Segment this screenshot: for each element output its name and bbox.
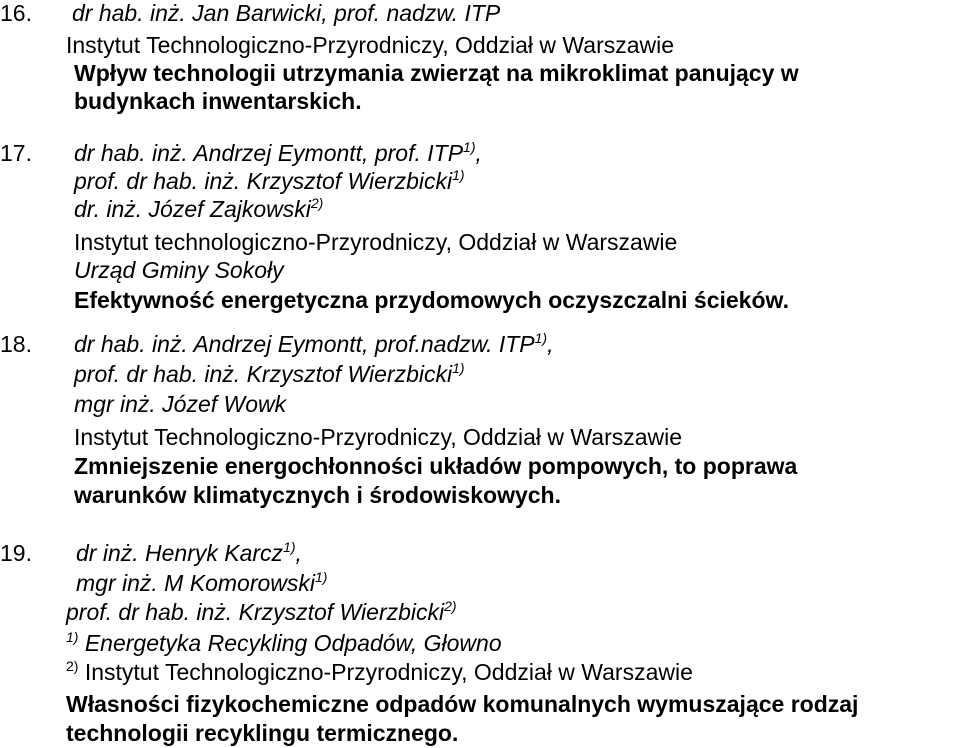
entry-17-affiliation-1: Instytut technologiczno-Przyrodniczy, Oddział w Warszawie (74, 229, 678, 255)
entry-19-author-3: prof. dr hab. inż. Krzysztof Wierzbicki$^{2)}$ (66, 598, 457, 625)
entry-19-title-line-1: Własności fizykochemiczne odpadów komunalnych wymuszające rodzaj (66, 691, 859, 717)
entry-17-author-3: dr. inż. Józef Zajkowski$^{2)}$ (74, 195, 324, 222)
entry-19-affiliation-1: $^{1)}$ Energetyka Recykling Odpadów, Głowno (66, 629, 502, 656)
entry-18-author-3: mgr inż. Józef Wowk (74, 391, 287, 417)
entry-18-author-1: dr hab. inż. Andrzej Eymontt, prof.nadzw. ITP$^{1)}$, (74, 330, 554, 357)
entry-19-number: 19. (0, 540, 32, 566)
entry-19-author-3-sup: 2) (444, 598, 457, 614)
entry-18-affiliation-1: Instytut Technologiczno-Przyrodniczy, Oddział w Warszawie (74, 424, 683, 450)
entry-17-affiliation-2: Urząd Gminy Sokoły (74, 257, 284, 283)
entry-17-author-1-sup: 1) (463, 139, 476, 155)
entry-18-author-1-sup: 1) (534, 330, 548, 346)
entry-17-author-1: dr hab. inż. Andrzej Eymontt, prof. ITP$^{1)}$, (74, 139, 482, 166)
entry-19-affiliation-1-sup: 1) (66, 629, 79, 645)
entry-17-author-2: prof. dr hab. inż. Krzysztof Wierzbicki$^{1)}$ (74, 167, 465, 194)
entry-19-author-2: mgr inż. M Komorowski$^{1)}$ (76, 569, 328, 596)
entry-19-affiliation-2-sup: 2) (66, 658, 79, 674)
entry-18-number: 18. (0, 331, 32, 357)
entry-16-title-line-1: Wpływ technologii utrzymania zwierząt na mikroklimat panujący w (74, 60, 799, 86)
entry-16-number: 16. (0, 0, 32, 26)
entry-16-affiliation-1: Instytut Technologiczno-Przyrodniczy, Oddział w Warszawie (66, 32, 675, 58)
entry-19-author-1-sup: 1) (283, 539, 296, 555)
entry-17-author-3-sup: 2) (310, 195, 324, 211)
entry-19-affiliation-2: $^{2)}$ Instytut Technologiczno-Przyrodniczy, Oddział w Warszawie (66, 658, 693, 685)
entry-19-title-line-2: technologii recyklingu termicznego. (66, 720, 459, 746)
entry-19-author-2-sup: 1) (314, 569, 328, 585)
entry-16-title-line-2: budynkach inwentarskich. (74, 88, 362, 114)
entry-18-title-line-2: warunków klimatycznych i środowiskowych. (74, 482, 561, 508)
entry-17-author-2-sup: 1) (452, 167, 465, 183)
entry-17-title-line-1: Efektywność energetyczna przydomowych oczyszczalni ścieków. (74, 287, 789, 313)
entry-18-title-line-1: Zmniejszenie energochłonności układów pompowych, to poprawa (74, 453, 798, 479)
entry-16-author-1: dr hab. inż. Jan Barwicki, prof. nadzw. ITP (72, 0, 501, 26)
entry-17-number: 17. (0, 140, 32, 166)
entry-18-author-2-sup: 1) (452, 360, 465, 376)
entry-18-author-2: prof. dr hab. inż. Krzysztof Wierzbicki$^{1)}$ (74, 360, 465, 387)
entry-19-author-1: dr inż. Henryk Karcz$^{1)}$, (76, 539, 302, 566)
